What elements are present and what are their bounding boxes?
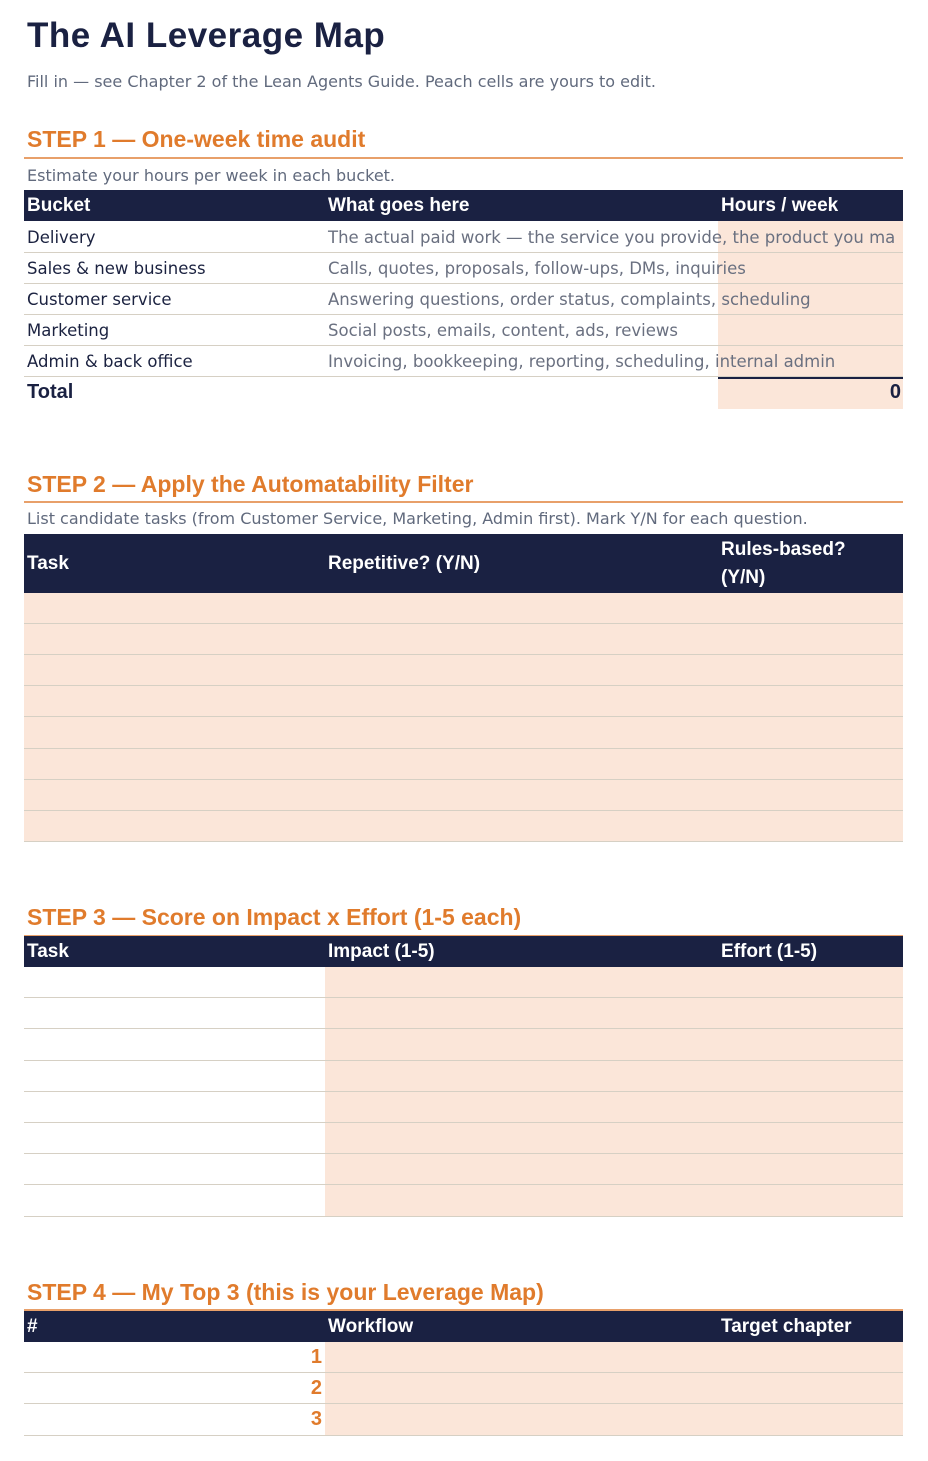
step3-header-impact: Impact (1-5): [328, 941, 435, 962]
task-input-row[interactable]: [24, 780, 903, 811]
step2-header-rules: Rules-based?: [721, 539, 846, 560]
score-input-cell[interactable]: [325, 967, 903, 997]
step4-heading: STEP 4 — My Top 3 (this is your Leverage Map): [27, 1279, 544, 1305]
page-title: The AI Leverage Map: [27, 16, 386, 55]
task-input-row[interactable]: [24, 655, 903, 686]
score-row: [24, 1154, 903, 1185]
bucket-description: Social posts, emails, content, ads, reviews: [328, 321, 678, 340]
page-subtitle: Fill in — see Chapter 2 of the Lean Agents Guide. Peach cells are yours to edit.: [27, 72, 656, 91]
task-input-row[interactable]: [24, 717, 903, 749]
bucket-label: Admin & back office: [27, 352, 193, 371]
step2-header-task: Task: [27, 553, 69, 574]
step2-heading: STEP 2 — Apply the Automatability Filter: [27, 471, 474, 497]
task-input-row[interactable]: [24, 749, 903, 780]
step2-header-rules-yn: (Y/N): [721, 567, 766, 588]
score-input-cell[interactable]: [325, 1185, 903, 1216]
step1-header-bucket: Bucket: [27, 195, 91, 216]
score-input-cell[interactable]: [325, 1092, 903, 1122]
score-row: [24, 1185, 903, 1217]
hours-input-marketing[interactable]: [718, 315, 903, 345]
score-row: [24, 967, 903, 998]
step1-header-row: [24, 190, 903, 221]
total-label: Total: [27, 381, 74, 403]
step3-heading: STEP 3 — Score on Impact x Effort (1-5 each): [27, 904, 522, 930]
score-input-cell[interactable]: [325, 1154, 903, 1184]
step2-header-repetitive: Repetitive? (Y/N): [328, 553, 481, 574]
workflow-input-cell[interactable]: [325, 1404, 903, 1435]
total-value: 0: [889, 381, 901, 403]
bucket-label: Sales & new business: [27, 259, 206, 278]
score-row: [24, 1123, 903, 1154]
task-input-row[interactable]: [24, 593, 903, 624]
step2-rule: [24, 501, 903, 503]
bucket-label: Customer service: [27, 290, 172, 309]
workflow-input-cell[interactable]: [325, 1342, 903, 1372]
top3-number: 2: [310, 1377, 322, 1399]
score-input-cell[interactable]: [325, 1123, 903, 1153]
bucket-label: Marketing: [27, 321, 110, 340]
step4-header-num: #: [27, 1316, 38, 1337]
score-row: [24, 1092, 903, 1123]
step2-note: List candidate tasks (from Customer Service, Marketing, Admin first). Mark Y/N for each question.: [27, 509, 808, 528]
step1-header-hours: Hours / week: [721, 195, 839, 216]
step4-header-row: [24, 1311, 903, 1342]
top3-row: [24, 1373, 903, 1404]
total-hours-cell: [718, 378, 903, 409]
step1-heading: STEP 1 — One-week time audit: [27, 126, 366, 152]
step1-rule: [24, 157, 903, 159]
workflow-input-cell[interactable]: [325, 1373, 903, 1403]
step1-note: Estimate your hours per week in each bucket.: [27, 166, 396, 185]
bucket-description: Calls, quotes, proposals, follow-ups, DMs, inquiries: [328, 259, 746, 278]
bucket-description: Invoicing, bookkeeping, reporting, scheduling, internal admin: [328, 352, 836, 371]
step3-header-task: Task: [27, 941, 69, 962]
score-input-cell[interactable]: [325, 1029, 903, 1060]
score-input-cell[interactable]: [325, 998, 903, 1028]
top3-row: [24, 1404, 903, 1436]
step4-header-chapter: Target chapter: [721, 1316, 852, 1337]
step3-header-effort: Effort (1-5): [721, 941, 818, 962]
step1-header-what: What goes here: [328, 195, 470, 216]
bucket-label: Delivery: [27, 228, 96, 247]
top3-number: 1: [310, 1346, 322, 1368]
score-row: [24, 1029, 903, 1061]
bucket-description: The actual paid work — the service you provide, the product you ma: [328, 228, 896, 247]
task-input-row[interactable]: [24, 624, 903, 655]
step2-header-row: [24, 534, 903, 593]
top3-row: [24, 1342, 903, 1373]
top3-number: 3: [310, 1408, 322, 1430]
score-row: [24, 998, 903, 1029]
score-row: [24, 1061, 903, 1092]
bucket-description: Answering questions, order status, complaints, scheduling: [328, 290, 811, 309]
score-input-cell[interactable]: [325, 1061, 903, 1091]
total-rule: [718, 377, 903, 379]
step3-header-row: [24, 936, 903, 967]
task-input-row[interactable]: [24, 811, 903, 842]
step4-header-workflow: Workflow: [328, 1316, 414, 1337]
task-input-row[interactable]: [24, 686, 903, 717]
